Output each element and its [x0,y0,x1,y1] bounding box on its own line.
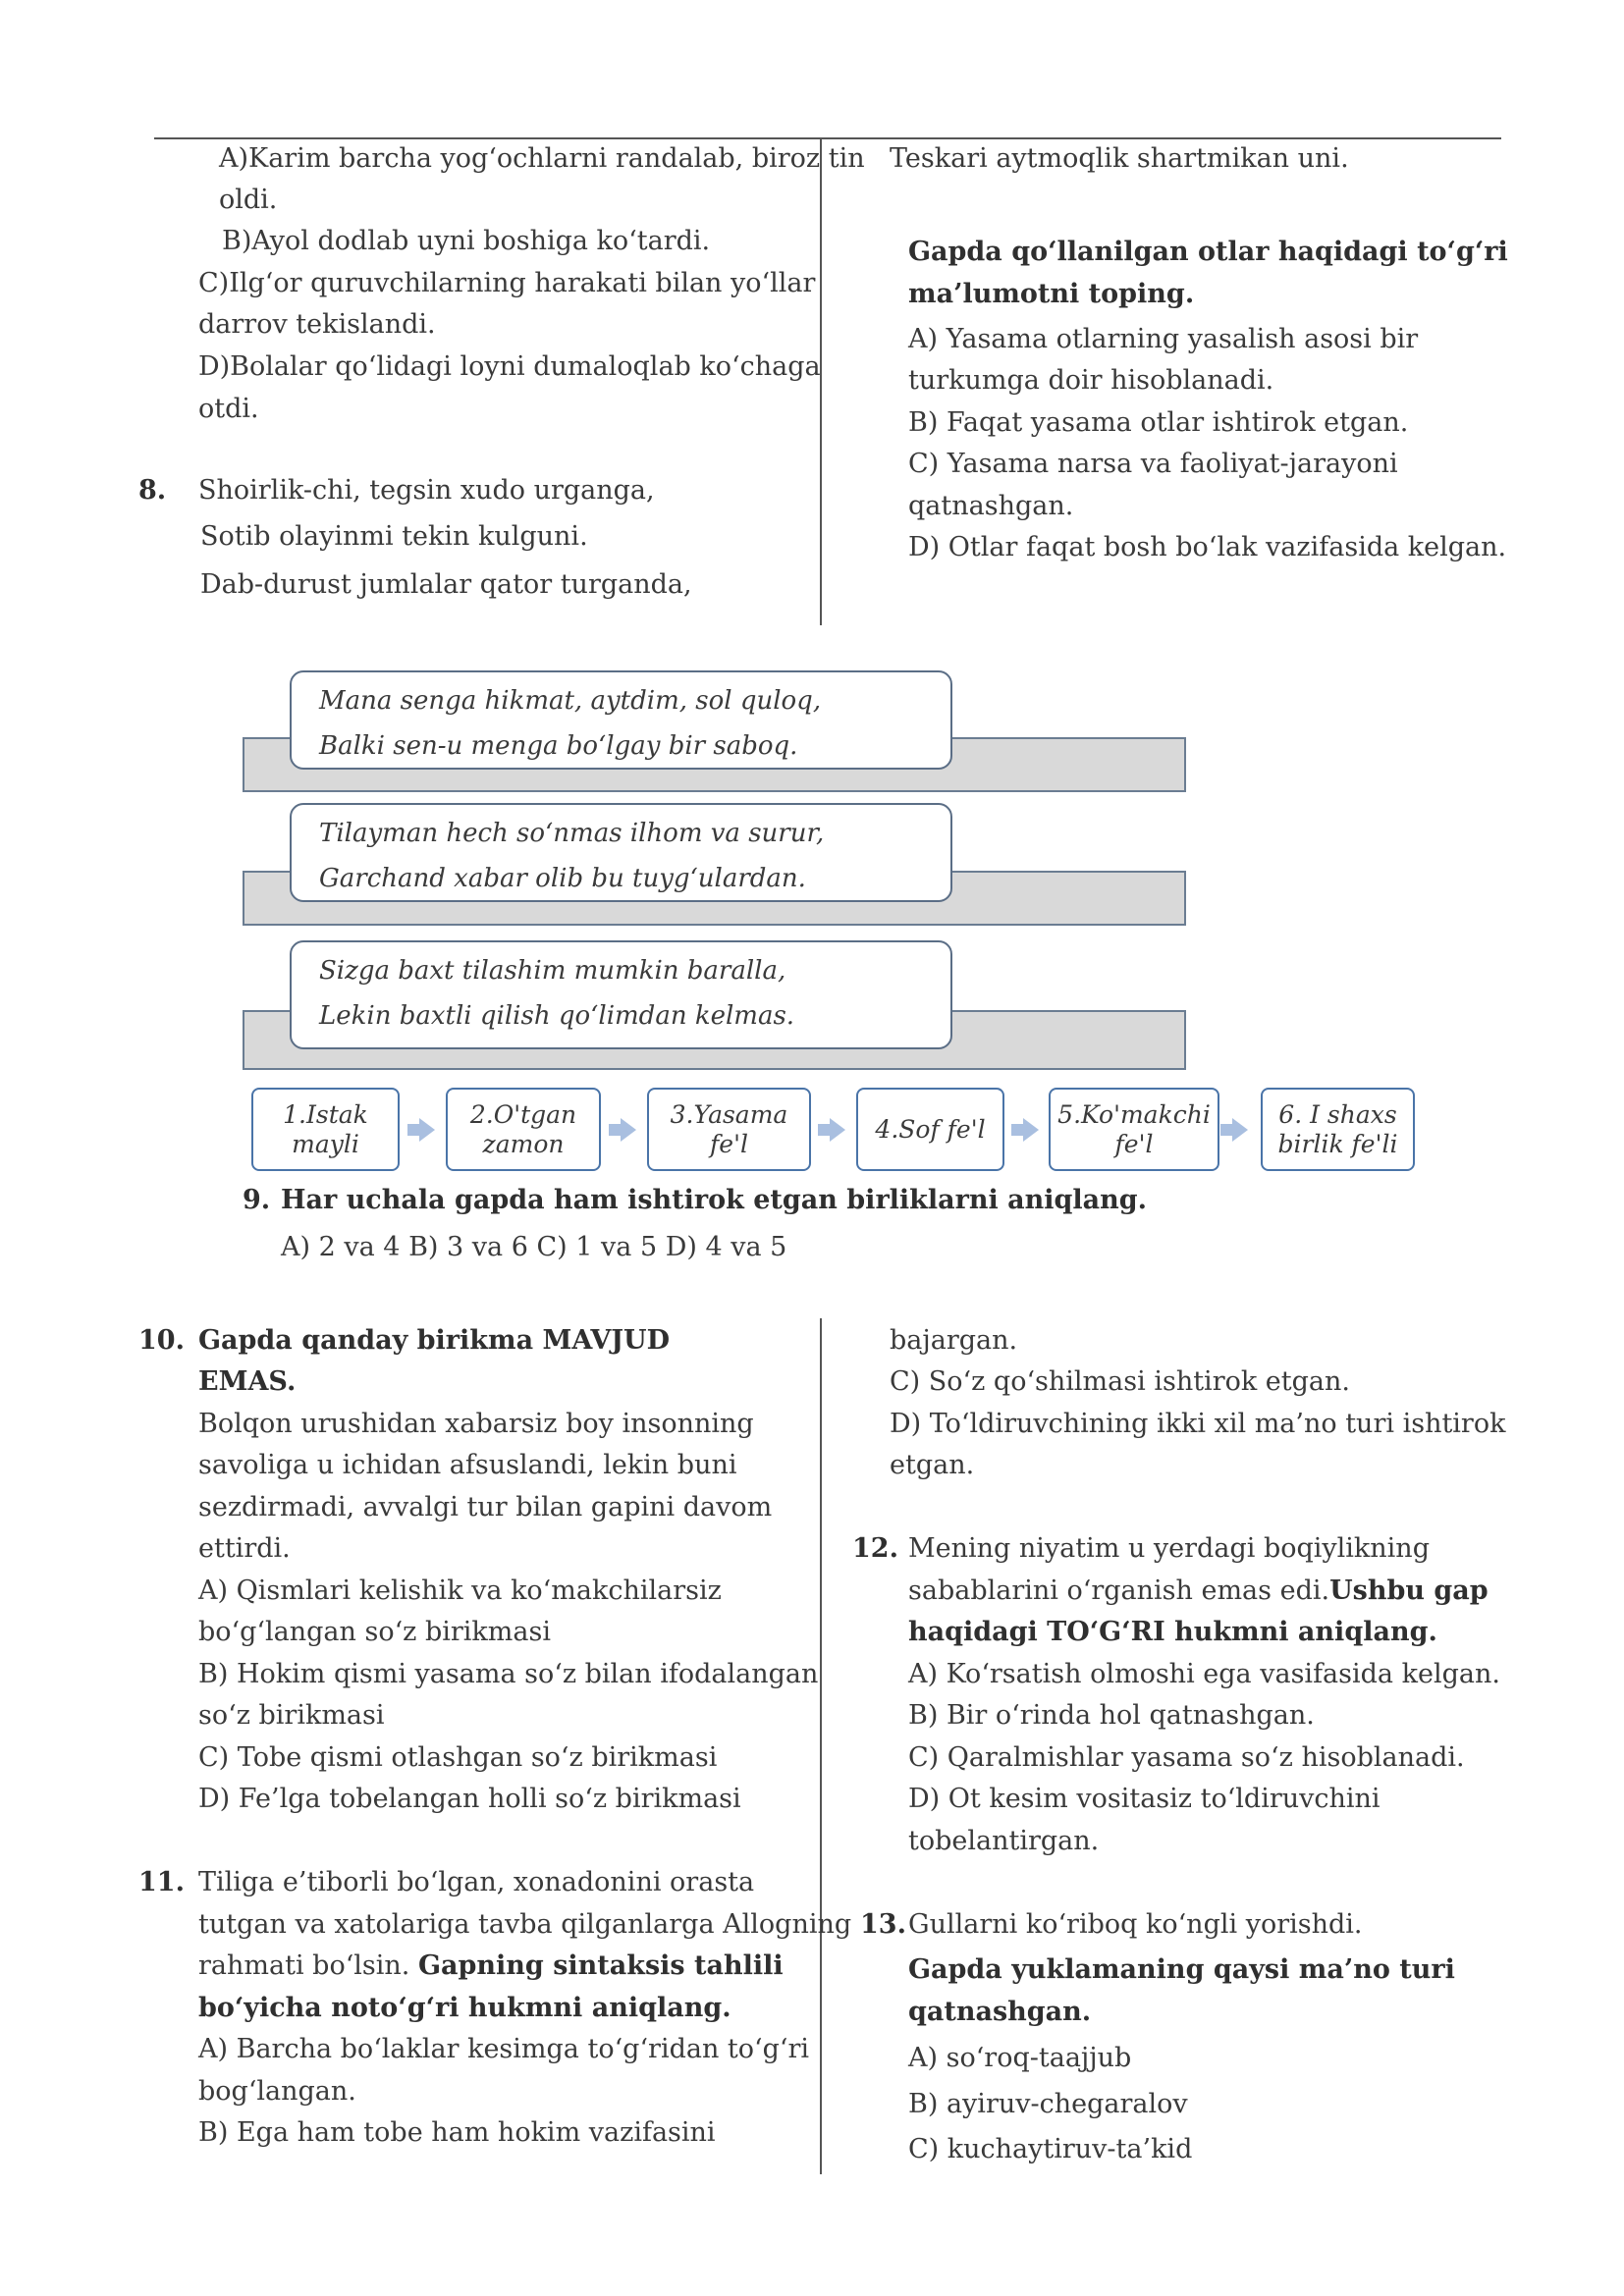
step-label: 5.Ko'makchi [1057,1099,1211,1129]
arrow-right-icon [621,1118,636,1142]
step-box [1049,1088,1219,1171]
poem-line: Tilayman hech so‘nmas ilhom va surur, [319,819,825,848]
question-13-number: 13. [860,1909,906,1940]
question-9-number: 9. [243,1185,271,1215]
question-text: bo‘yicha noto‘g‘ri hukmni aniqlang. [198,1993,731,2023]
question-text: ma’lumotni toping. [908,279,1195,309]
option-line: A) so‘roq-taajjub [908,2043,1132,2073]
step-box [856,1088,1004,1171]
option-line: so‘z birikmasi [198,1700,385,1731]
poem-card [290,803,952,902]
step-box [251,1088,400,1171]
poem-line: Lekin baxtli qilish qo‘limdan kelmas. [319,1001,795,1031]
question-text: Gapda yuklamaning qaysi ma’no turi [908,1954,1455,1985]
step-box [446,1088,601,1171]
answer-options: A) 2 va 4 B) 3 va 6 C) 1 va 5 D) 4 va 5 [281,1232,787,1262]
option-line: B) Ega ham tobe ham hokim vazifasini [198,2117,716,2148]
option-line: C) kuchaytiruv-ta’kid [908,2134,1193,2164]
step-label: zamon [482,1129,565,1158]
option-line: C) Tobe qismi otlashgan so‘z birikmasi [198,1742,718,1773]
option-line: D)Bolalar qo‘lidagi loyni dumaloqlab ko‘chaga [198,351,821,382]
verse-line: Teskari aytmoqlik shartmikan uni. [890,143,1349,174]
step-label: 2.O'tgan [469,1099,577,1129]
text-line [908,1571,1489,1612]
step-label: fe'l [1114,1129,1154,1158]
poem-line: Balki sen-u menga bo‘lgay bir saboq. [319,731,798,761]
option-line: D) Ot kesim vositasiz to‘ldiruvchini [908,1784,1380,1814]
option-line: A) Barcha bo‘laklar kesimga to‘g‘ridan to‘g‘ri [198,2034,810,2064]
option-line: qatnashgan. [908,491,1074,521]
option-line: D) Fe’lga tobelangan holli so‘z birikmasi [198,1784,741,1814]
text-line: savoliga u ichidan afsuslandi, lekin buni [198,1450,737,1480]
option-line: A)Karim barcha yog‘ochlarni randalab, biroz tin [219,143,865,174]
step-box [647,1088,811,1171]
option-line: B)Ayol dodlab uyni boshiga ko‘tardi. [222,226,711,256]
text-line: Bolqon urushidan xabarsiz boy insonning [198,1409,754,1439]
verse-line: Shoirlik-chi, tegsin xudo urganga, [198,475,655,506]
option-line: etgan. [890,1450,975,1480]
step-label: birlik fe'li [1277,1129,1398,1158]
text-line: tutgan va xatolariga tavba qilganlarga Allogning [198,1909,852,1940]
text-line: Mening niyatim u yerdagi boqiylikning [908,1533,1430,1564]
poem-line: Sizga baxt tilashim mumkin baralla, [319,956,786,986]
option-line: C)Ilg‘or quruvchilarning harakati bilan yo‘llar [198,268,816,298]
text-line: Gullarni ko‘riboq ko‘ngli yorishdi. [908,1909,1363,1940]
arrow-right-icon [1232,1118,1248,1142]
option-line: D) Otlar faqat bosh bo‘lak vazifasida kelgan. [908,532,1507,562]
option-line: darrov tekislandi. [198,309,436,340]
question-text: Har uchala gapda ham ishtirok etgan birliklarni aniqlang. [281,1185,1148,1215]
option-line: B) Hokim qismi yasama so‘z bilan ifodalangan [198,1659,819,1689]
question-11-number: 11. [138,1867,185,1897]
text-line: ettirdi. [198,1533,291,1564]
option-line: C) So‘z qo‘shilmasi ishtirok etgan. [890,1366,1350,1397]
bottom-column-divider [820,1318,822,2174]
option-line: C) Qaralmishlar yasama so‘z hisoblanadi. [908,1742,1465,1773]
option-line: A) Ko‘rsatish olmoshi ega vasifasida kelgan. [908,1659,1500,1689]
verse-line: Sotib olayinmi tekin kulguni. [200,521,588,552]
question-8-number: 8. [138,475,167,506]
step-label: mayli [292,1129,359,1158]
question-text: haqidagi TO‘G‘RI hukmni aniqlang. [908,1617,1437,1647]
option-line: A) Yasama otlarning yasalish asosi bir [908,324,1419,354]
question-text: Ushbu gap [1329,1575,1489,1606]
step-label: 6. I shaxs [1278,1099,1397,1129]
option-line: turkumga doir hisoblanadi. [908,365,1274,396]
option-line: B) Bir o‘rinda hol qatnashgan. [908,1700,1315,1731]
text-plain: sabablarini o‘rganish emas edi. [908,1575,1330,1606]
text-line: sezdirmadi, avvalgi tur bilan gapini davom [198,1492,773,1522]
step-label: 3.Yasama fe'l [670,1099,788,1158]
arrow-right-icon [1023,1118,1039,1142]
poem-card [290,940,952,1049]
option-line: bo‘g‘langan so‘z birikmasi [198,1617,551,1647]
option-line: otdi. [198,394,259,424]
verse-line: Dab-durust jumlalar qator turganda, [200,569,692,600]
arrow-right-icon [419,1118,435,1142]
question-10-number: 10. [138,1325,185,1356]
option-line: D) To‘ldiruvchining ikki xil ma’no turi ishtirok [890,1409,1506,1439]
option-line: B) ayiruv-chegaralov [908,2089,1188,2119]
poem-card [290,670,952,770]
question-text: EMAS. [198,1366,297,1397]
option-line: bog‘langan. [198,2076,356,2107]
step-label: 1.Istak [283,1099,368,1129]
poem-line: Garchand xabar olib bu tuyg‘ulardan. [319,864,806,893]
poem-line: Mana senga hikmat, aytdim, sol quloq, [319,686,822,716]
text-line: Tiliga e’tiborli bo‘lgan, xonadonini orasta [198,1867,755,1897]
question-text: Gapda qanday birikma MAVJUD [198,1325,671,1356]
question-12-number: 12. [852,1533,898,1564]
option-line: B) Faqat yasama otlar ishtirok etgan. [908,407,1409,438]
arrow-right-icon [830,1118,845,1142]
option-line: oldi. [219,185,278,215]
step-label: 4.Sof fe'l [875,1114,986,1144]
option-line: C) Yasama narsa va faoliyat-jarayoni [908,449,1398,479]
option-line: A) Qismlari kelishik va ko‘makchilarsiz [198,1575,722,1606]
step-box [1261,1088,1415,1171]
option-line: bajargan. [890,1325,1018,1356]
question-text: Gapda qo‘llanilgan otlar haqidagi to‘g‘ri [908,237,1508,267]
option-line: tobelantirgan. [908,1826,1100,1856]
text-line [198,1946,784,1987]
text-plain: rahmati bo‘lsin. [198,1950,418,1981]
question-text: Gapning sintaksis tahlili [417,1950,784,1981]
question-text: qatnashgan. [908,1997,1092,2027]
